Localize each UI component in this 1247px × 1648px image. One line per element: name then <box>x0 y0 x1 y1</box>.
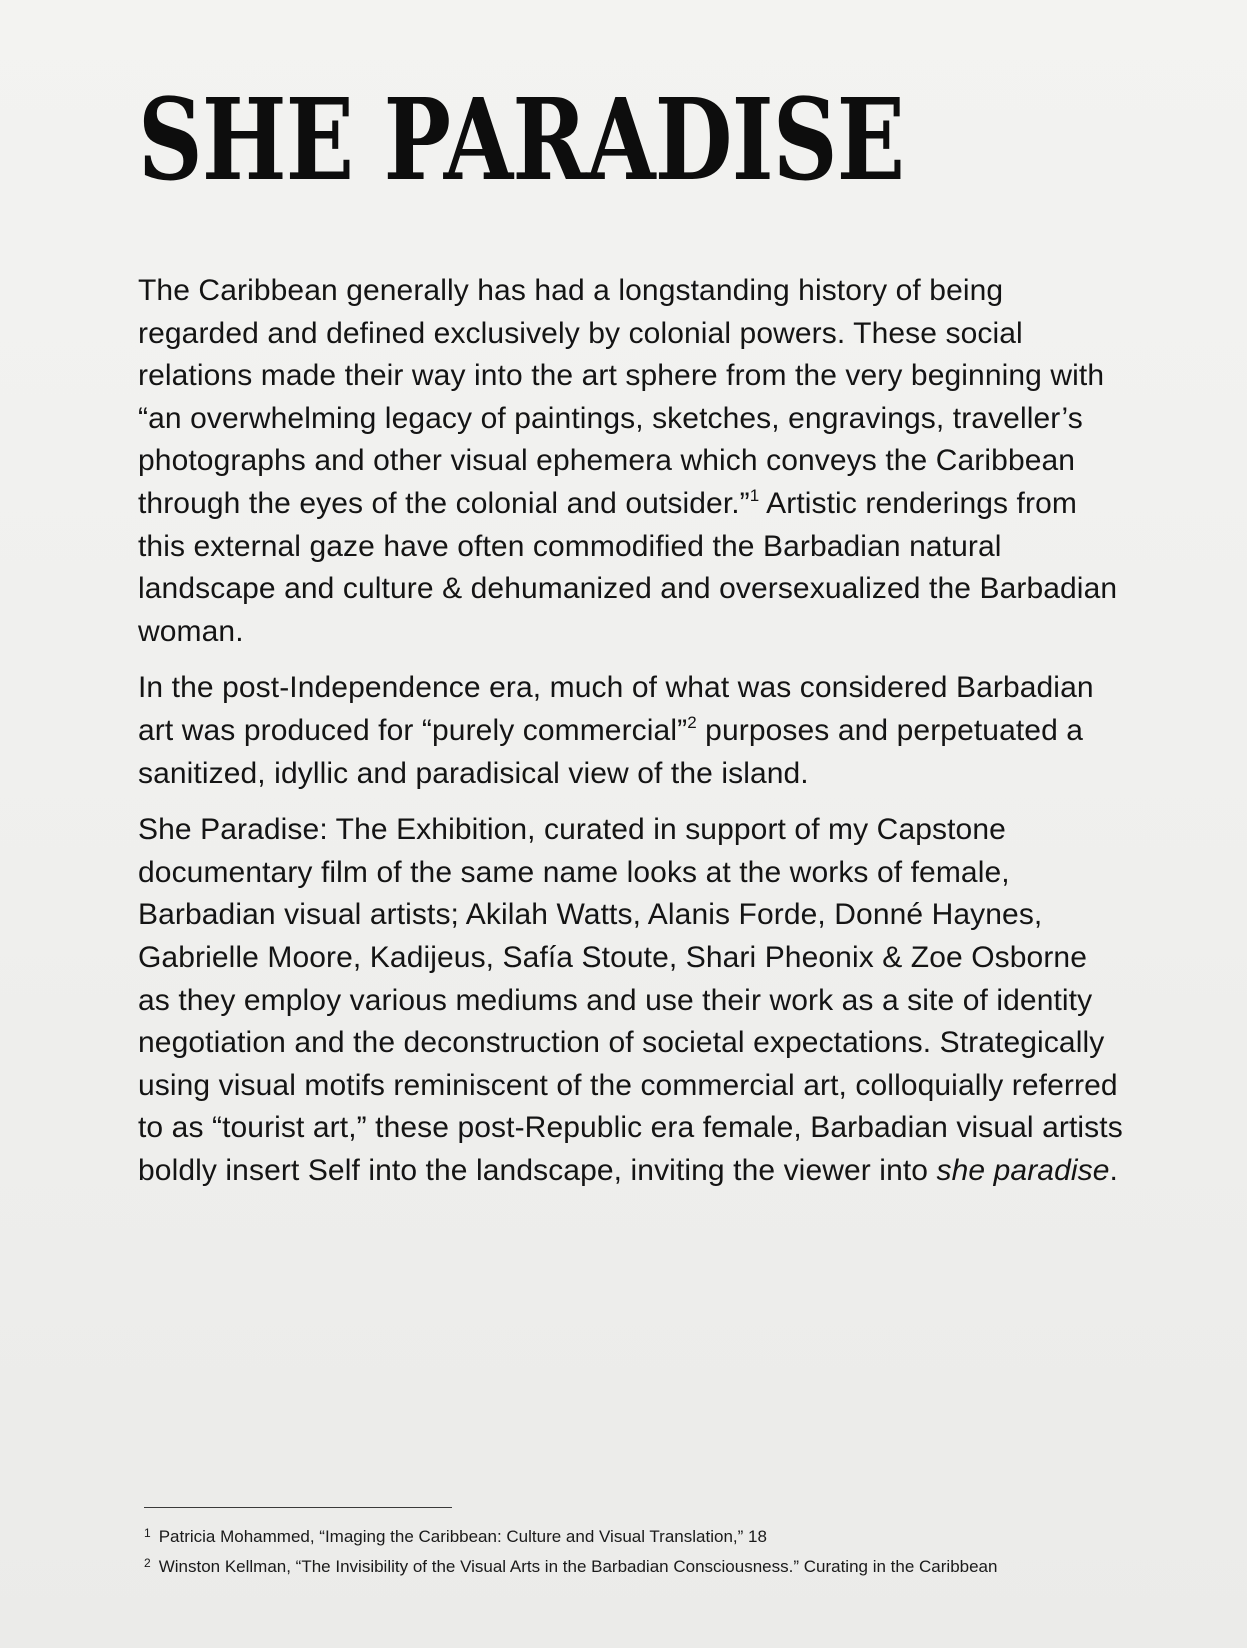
footnote-1-mark: 1 <box>144 1526 151 1540</box>
paragraph-3-text-a: She Paradise: The Exhibition, curated in support of my Capstone documentary film of the same name looks at the works of female, Barbadian visual artists; Akilah Watts, Alanis Forde, Donné Haynes, Gabrielle Moore, Kadijeus, Safía Stoute, Shari Pheonix & Zoe Osborne as they employ various mediums and use their work as a site of identity negotiation and the deconstruction of societal expectations. Strategically using visual motifs reminiscent of the commercial art, colloquially referred to as “tourist art,” these post-Republic era female, Barbadian visual artists boldly insert Self into the landscape, inviting the viewer into <box>138 813 1123 1187</box>
footnote-2-text: Winston Kellman, “The Invisibility of the Visual Arts in the Barbadian Consciousness.” Curating in the Caribbean <box>158 1557 998 1576</box>
footnote-2 <box>144 1550 1104 1580</box>
footnote-1-text: Patricia Mohammed, “Imaging the Caribbean: Culture and Visual Translation,” 18 <box>158 1527 767 1546</box>
footnotes <box>144 1520 1104 1580</box>
paragraph-2-text-a: In the post-Independence era, much of what was considered Barbadian art was produced for “purely commercial” <box>138 671 1094 747</box>
paragraph-3 <box>138 809 1123 1192</box>
paragraph-2-text-b: purposes and perpetuated a sanitized, idyllic and paradisical view of the island. <box>138 713 1084 790</box>
page-title: SHE PARADISE <box>138 75 905 206</box>
footnote-ref-1: 1 <box>749 485 760 505</box>
footnote-1 <box>144 1520 1104 1550</box>
footnote-2-mark: 2 <box>144 1556 151 1570</box>
paragraph-1 <box>138 270 1123 653</box>
footnote-divider <box>144 1507 452 1508</box>
body-text <box>138 270 1123 1206</box>
paragraph-3-text-b: . <box>1109 1153 1118 1187</box>
paragraph-2 <box>138 667 1123 795</box>
paragraph-1-text-a: The Caribbean generally has had a longstanding history of being regarded and defined exclusively by colonial powers. These social relations made their way into the art sphere from the very beginning with “an overwhelming legacy of paintings, sketches, engravings, traveller’s photographs and other visual ephemera which conveys the Caribbean through the eyes of the colonial and outsider.” <box>138 274 1105 520</box>
footnote-ref-2: 2 <box>687 712 697 732</box>
paragraph-3-emphasis: she paradise <box>936 1153 1110 1187</box>
paragraph-1-text-b: Artistic renderings from this external gaze have often commodified the Barbadian natural landscape and culture & dehumanized and oversexualized the Barbadian woman. <box>138 486 1118 648</box>
